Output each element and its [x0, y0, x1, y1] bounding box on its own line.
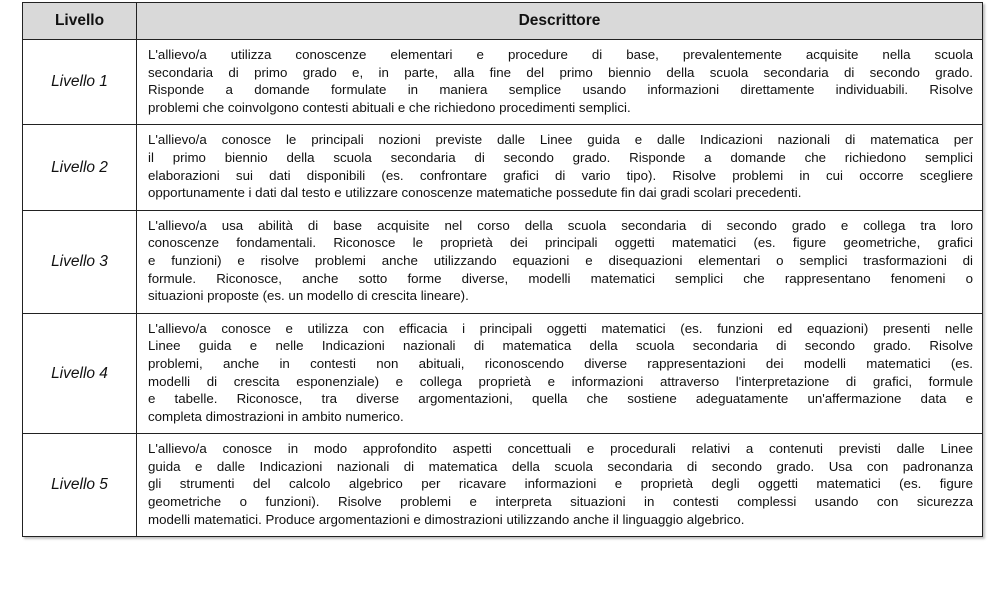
descriptor-line: formule. Riconosce, anche sotto forme diverse, modelli matematici semplici che rappresentano fenomeni o — [148, 270, 973, 286]
descriptor-line: conoscenze fondamentali. Riconosce le proprietà dei principali oggetti matematici (es. figure geometriche, grafici — [148, 235, 973, 251]
table-row — [23, 313, 983, 434]
table-row — [23, 125, 983, 210]
descriptor-cell — [137, 434, 983, 537]
header-descriptor: Descrittore — [137, 3, 983, 40]
descriptor-line: situazioni proposte (es. un modello di crescita lineare). — [148, 288, 469, 304]
level-cell: Livello 2 — [23, 125, 137, 210]
descriptor-cell — [137, 210, 983, 313]
descriptor-line: elaborazioni sui dati disponibili (es. confrontare grafici di vario tipo). Risolve problemi in cui occorre scegliere — [148, 167, 973, 183]
level-cell: Livello 1 — [23, 40, 137, 125]
descriptor-line: problemi, anche in contesti non abituali, riconoscendo diverse rappresentazioni dei modelli matematici (es. — [148, 355, 973, 371]
descriptor-line: opportunamente i dati dal testo e utilizzare conoscenze matematiche possedute fin dai gradi scolari precedenti. — [148, 185, 802, 201]
descriptor-line: L'allievo/a conosce le principali nozioni previste dalle Linee guida e dalle Indicazioni nazionali di matematica per — [148, 132, 973, 148]
descriptor-cell — [137, 125, 983, 210]
descriptor-cell — [137, 313, 983, 434]
descriptor-line: L'allievo/a conosce e utilizza con efficacia i principali oggetti matematici (es. funzioni ed equazioni) presenti nelle — [148, 320, 973, 336]
descriptor-line: completa dimostrazioni in ambito numerico. — [148, 408, 404, 424]
descriptor-cell — [137, 40, 983, 125]
descriptor-line: geometriche o funzioni). Risolve problemi e interpreta situazioni in contesti complessi usando con sicurezza — [148, 494, 973, 510]
descriptor-line: guida e dalle Indicazioni nazionali di matematica della scuola secondaria di secondo grado. Usa con padronanza — [148, 458, 973, 474]
descriptor-line: L'allievo/a utilizza conoscenze elementari e procedure di base, prevalentemente acquisite nella scuola — [148, 47, 973, 62]
descriptor-line: Linee guida e nelle Indicazioni nazionali di matematica della scuola secondaria di secondo grado. Risolve — [148, 338, 973, 354]
levels-table — [22, 2, 983, 537]
level-cell: Livello 5 — [23, 434, 137, 537]
descriptor-line: L'allievo/a conosce in modo approfondito aspetti concettuali e procedurali relativi a contenuti previsti dalle Linee — [148, 441, 973, 457]
level-cell: Livello 4 — [23, 313, 137, 434]
table-row — [23, 434, 983, 537]
descriptor-line: problemi che coinvolgono contesti abituali e che richiedono procedimenti semplici. — [148, 99, 631, 115]
descriptor-line: e funzioni) e risolve problemi anche utilizzando equazioni e disequazioni elementari o semplici trasformazioni di — [148, 252, 973, 268]
descriptor-line: Risponde a domande formulate in maniera semplice usando informazioni direttamente individuabili. Risolve — [148, 82, 973, 98]
table-row — [23, 40, 983, 125]
table-row — [23, 210, 983, 313]
descriptor-line: gli strumenti del calcolo algebrico per ricavare informazioni e proprietà degli oggetti matematici (es. figure — [148, 476, 973, 492]
header-row — [23, 3, 983, 40]
descriptor-line: e tabelle. Riconosce, tra diverse argomentazioni, quella che sostiene adeguatamente un'affermazione data e — [148, 391, 973, 407]
descriptor-line: modelli matematici. Produce argomentazioni e dimostrazioni utilizzando anche il linguaggio algebrico. — [148, 511, 745, 527]
descriptor-line: il primo biennio della scuola secondaria di secondo grado. Risponde a domande che richiedono semplici — [148, 149, 973, 165]
descriptor-line: secondaria di primo grado e, in parte, alla fine del primo biennio della scuola secondaria di secondo grado. — [148, 64, 973, 80]
descriptor-line: modelli di crescita esponenziale) e collega proprietà e informazioni attraverso l'interpretazione di grafici, formule — [148, 373, 973, 389]
level-cell: Livello 3 — [23, 210, 137, 313]
header-level: Livello — [23, 3, 137, 40]
descriptor-line: L'allievo/a usa abilità di base acquisite nel corso della scuola secondaria di secondo grado e collega tra loro — [148, 217, 973, 233]
